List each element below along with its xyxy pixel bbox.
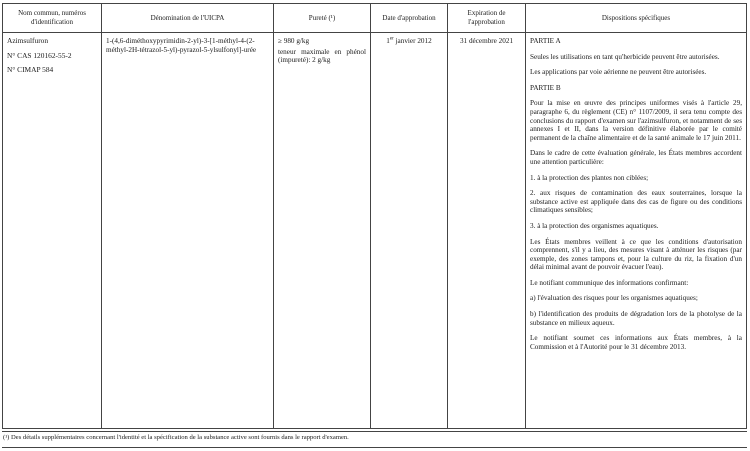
provision-paragraph: Les États membres veillent à ce que les conditions d'autorisation comprennent, s'il y a lieu, des mesures visant à atténuer les risques (par exemple, des zones tampons et, pour la culture du riz, la fixation d'un délai minimal avant de pouvoir évacuer l'eau). (530, 237, 742, 272)
cimap-number: N° CIMAP 584 (7, 65, 54, 75)
provision-paragraph: PARTIE B (530, 83, 561, 92)
provision-paragraph: Pour la mise en œuvre des principes uniformes visés à l'article 29, paragraphe 6, du règlement (CE) n° 1107/2009, il sera tenu compte des conclusions du rapport d'examen sur l'azimsulfuron, et notamment de ses annexes I et II, dans la version définitive élaborée par le comité permanent de la chaîne alimentaire et de la santé animale le 17 juin 2011. (530, 99, 742, 142)
header-expiry: Expiration de l'approbation (448, 4, 526, 33)
provision-paragraph: b) l'identification des produits de dégradation lors de la photolyse de la substance en milieux aqueux. (530, 310, 742, 327)
provision-paragraph: Le notifiant soumet ces informations aux États membres, à la Commission et à l'Autorité pour le 31 décembre 2013. (530, 334, 742, 351)
cell-identification (3, 33, 102, 429)
iupac-name: 1-(4,6-diméthoxypyrimidin-2-yl)-3-[1-méthyl-4-(2-méthyl-2H-tétrazol-5-yl)-pyrazol-5-ylsulfonyl]-urée (106, 37, 257, 54)
purity-impurity: teneur maximale en phénol (impureté): 2 g/kg (278, 47, 366, 65)
provision-paragraph: PARTIE A (530, 37, 561, 45)
provision-paragraph: a) l'évaluation des risques pour les organismes aquatiques; (530, 294, 698, 303)
cell-expiry-date (448, 33, 526, 429)
substance-table (2, 3, 747, 429)
cell-purity (274, 33, 371, 429)
footnote: (¹) Des détails supplémentaires concernant l'identité et la spécification de la substance active sont fournis dans le rapport d'examen. (3, 434, 349, 441)
provision-paragraph: Le notifiant communique des informations confirmant: (530, 278, 689, 287)
cell-iupac (102, 33, 274, 429)
common-name: Azimsulfuron (7, 36, 49, 45)
header-common-name: Nom commun, numéros d'identification (3, 4, 102, 33)
header-row (3, 4, 747, 33)
cell-provisions (526, 33, 747, 429)
approval-day: 1 (386, 37, 390, 45)
header-purity-footnote-ref: (¹) (328, 13, 336, 22)
header-provisions: Dispositions spécifiques (526, 4, 747, 33)
provision-paragraph: 1. à la protection des plantes non ciblées; (530, 173, 649, 182)
approval-ordinal: er (389, 36, 394, 42)
header-approval-date: Date d'approbation (371, 4, 448, 33)
bottom-divider (2, 447, 747, 448)
provision-paragraph: Dans le cadre de cette évaluation générale, les États membres accordent une attention particulière: (530, 149, 742, 166)
provision-paragraph: 3. à la protection des organismes aquatiques. (530, 221, 659, 230)
header-purity-label: Pureté (308, 13, 327, 22)
approval-month-year: janvier 2012 (393, 37, 432, 45)
footnote-divider (2, 431, 747, 432)
purity-value: ≥ 980 g/kg (278, 37, 310, 45)
cas-number: N° CAS 120162-55-2 (7, 50, 72, 60)
provision-paragraph: Seules les utilisations en tant qu'herbicide peuvent être autorisées. (530, 52, 720, 61)
provision-paragraph: Les applications par voie aérienne ne peuvent être autorisées. (530, 68, 707, 77)
header-iupac: Dénomination de l'UICPA (102, 4, 274, 33)
header-purity (274, 4, 371, 33)
table-row (3, 33, 747, 429)
cell-approval-date (371, 33, 448, 429)
expiry-date: 31 décembre 2021 (459, 37, 514, 45)
provision-paragraph: 2. aux risques de contamination des eaux souterraines, lorsque la substance active est appliquée dans des cas de figure ou des conditions climatiques sensibles; (530, 189, 742, 215)
